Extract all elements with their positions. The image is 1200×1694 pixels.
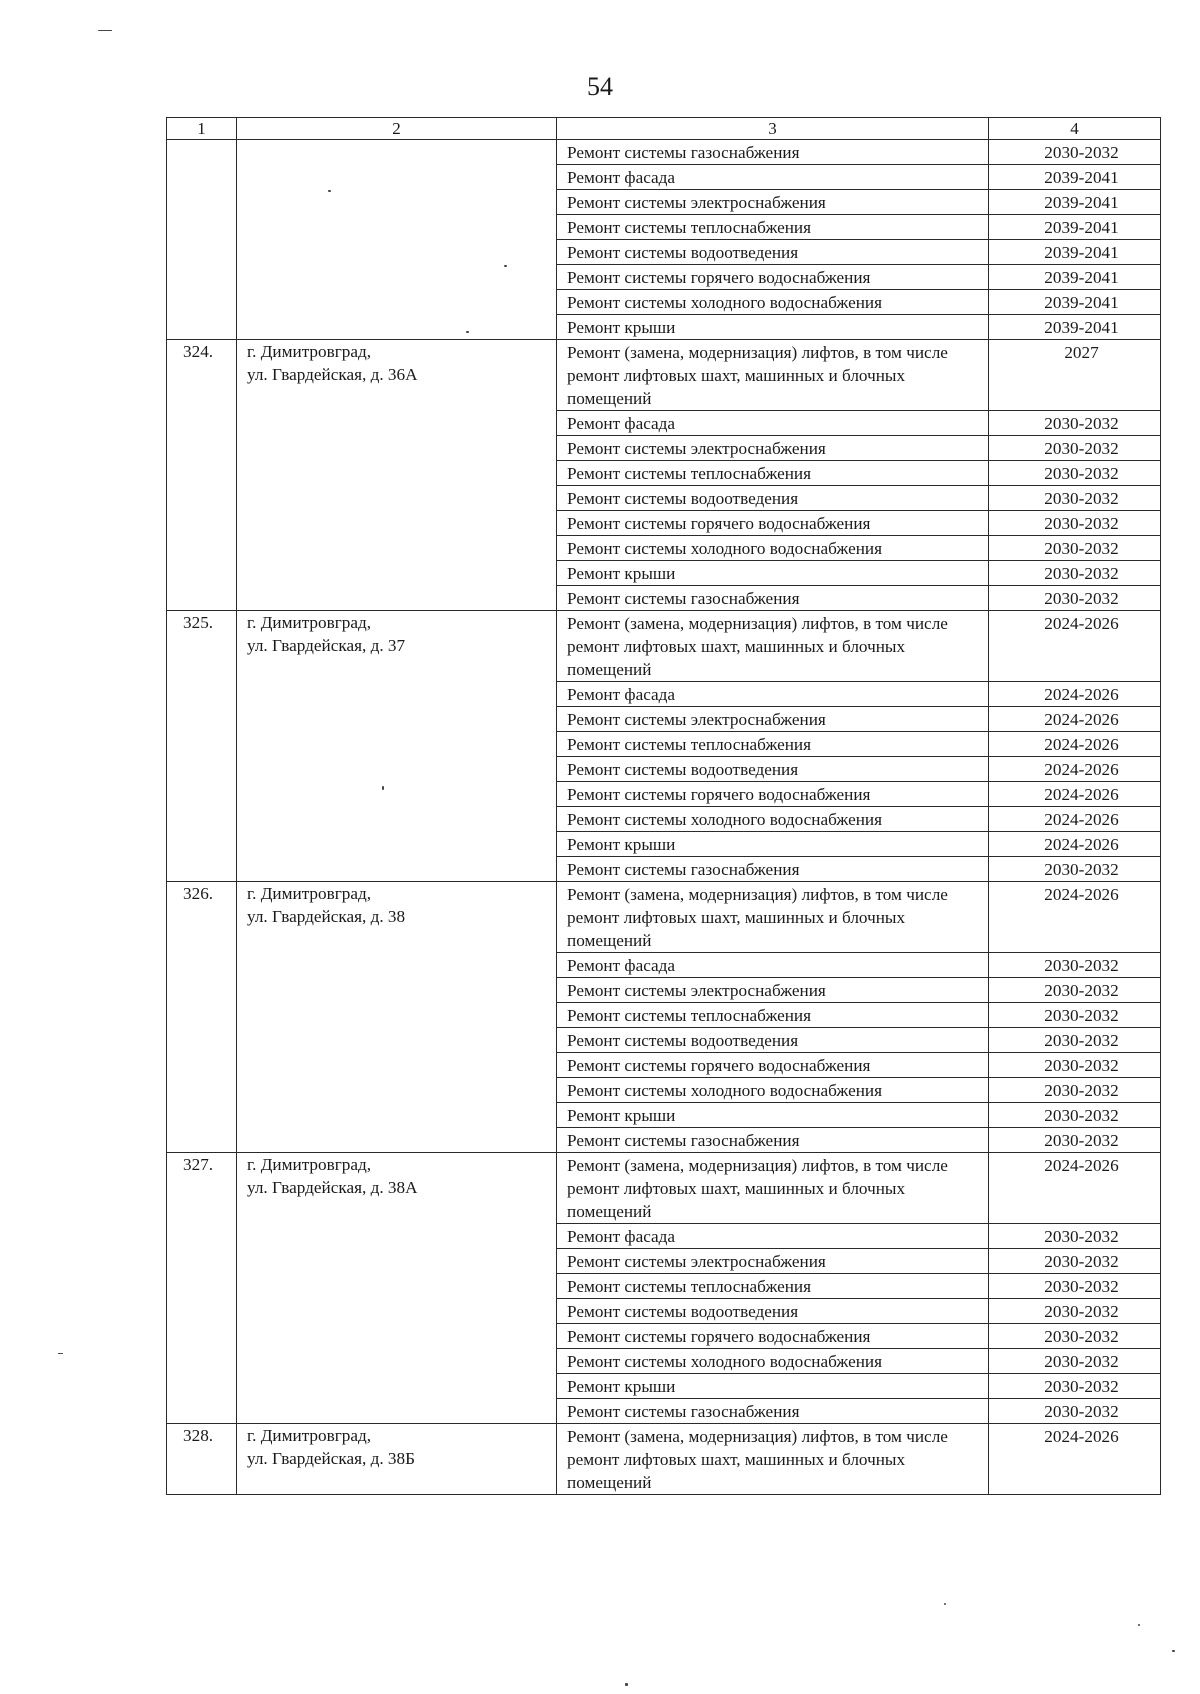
work-cell: Ремонт крыши: [557, 561, 989, 586]
years-cell: 2030-2032: [989, 511, 1161, 536]
years-cell: 2024-2026: [989, 682, 1161, 707]
number-cell: 325.: [167, 611, 237, 882]
work-cell: Ремонт системы холодного водоснабжения: [557, 1349, 989, 1374]
work-cell: Ремонт системы теплоснабжения: [557, 1274, 989, 1299]
table-row: [167, 140, 1161, 165]
work-cell: Ремонт фасада: [557, 682, 989, 707]
number-cell: 326.: [167, 882, 237, 1153]
address-street: ул. Гвардейская, д. 38: [247, 907, 406, 926]
years-cell: 2030-2032: [989, 486, 1161, 511]
years-cell: 2030-2032: [989, 461, 1161, 486]
years-cell: 2030-2032: [989, 436, 1161, 461]
scan-speck: [1172, 1650, 1175, 1652]
work-cell: Ремонт (замена, модернизация) лифтов, в том числе ремонт лифтовых шахт, машинных и блочных помещений: [557, 882, 989, 953]
scan-speck: [328, 190, 331, 192]
work-cell: Ремонт фасада: [557, 953, 989, 978]
work-cell: Ремонт системы теплоснабжения: [557, 215, 989, 240]
work-cell: Ремонт системы горячего водоснабжения: [557, 1053, 989, 1078]
years-cell: 2030-2032: [989, 1324, 1161, 1349]
address-street: ул. Гвардейская, д. 37: [247, 636, 406, 655]
years-cell: 2024-2026: [989, 732, 1161, 757]
work-cell: Ремонт системы водоотведения: [557, 757, 989, 782]
work-cell: Ремонт системы холодного водоснабжения: [557, 290, 989, 315]
work-cell: Ремонт системы электроснабжения: [557, 978, 989, 1003]
years-cell: 2024-2026: [989, 757, 1161, 782]
years-cell: 2039-2041: [989, 290, 1161, 315]
work-cell: Ремонт крыши: [557, 1374, 989, 1399]
number-cell: [167, 140, 237, 340]
years-cell: 2030-2032: [989, 1349, 1161, 1374]
work-cell: Ремонт системы электроснабжения: [557, 1249, 989, 1274]
work-cell: Ремонт системы горячего водоснабжения: [557, 782, 989, 807]
years-cell: 2030-2032: [989, 1028, 1161, 1053]
work-cell: Ремонт фасада: [557, 1224, 989, 1249]
years-cell: 2030-2032: [989, 1103, 1161, 1128]
years-cell: 2024-2026: [989, 611, 1161, 682]
scan-speck: [1138, 1624, 1140, 1626]
scan-speck: [466, 331, 469, 333]
years-cell: 2024-2026: [989, 1153, 1161, 1224]
address-cell: [237, 1153, 557, 1424]
work-cell: Ремонт системы водоотведения: [557, 240, 989, 265]
address-city: г. Димитровград,: [247, 1155, 372, 1174]
scan-speck: [98, 30, 112, 31]
work-cell: Ремонт крыши: [557, 1103, 989, 1128]
years-cell: 2030-2032: [989, 857, 1161, 882]
work-cell: Ремонт системы электроснабжения: [557, 190, 989, 215]
address-cell: [237, 1424, 557, 1495]
work-cell: Ремонт крыши: [557, 832, 989, 857]
address-cell: [237, 611, 557, 882]
years-cell: 2039-2041: [989, 190, 1161, 215]
column-header-4: 4: [989, 118, 1161, 140]
address-city: г. Димитровград,: [247, 1426, 372, 1445]
years-cell: 2030-2032: [989, 1053, 1161, 1078]
years-cell: 2030-2032: [989, 1299, 1161, 1324]
work-cell: Ремонт системы холодного водоснабжения: [557, 1078, 989, 1103]
years-cell: 2030-2032: [989, 1374, 1161, 1399]
years-cell: 2024-2026: [989, 707, 1161, 732]
years-cell: 2030-2032: [989, 1274, 1161, 1299]
years-cell: 2039-2041: [989, 315, 1161, 340]
scan-speck: [625, 1683, 628, 1686]
header-row: [167, 118, 1161, 140]
years-cell: 2030-2032: [989, 1003, 1161, 1028]
table-row: [167, 882, 1161, 953]
years-cell: 2030-2032: [989, 1249, 1161, 1274]
years-cell: 2039-2041: [989, 215, 1161, 240]
work-cell: Ремонт (замена, модернизация) лифтов, в том числе ремонт лифтовых шахт, машинных и блочных помещений: [557, 1424, 989, 1495]
repair-schedule-table: [166, 117, 1161, 1495]
work-cell: Ремонт системы теплоснабжения: [557, 732, 989, 757]
work-cell: Ремонт фасада: [557, 165, 989, 190]
column-header-3: 3: [557, 118, 989, 140]
scan-speck: [382, 786, 384, 790]
address-cell: [237, 340, 557, 611]
work-cell: Ремонт системы газоснабжения: [557, 1128, 989, 1153]
address-street: ул. Гвардейская, д. 38А: [247, 1178, 418, 1197]
work-cell: Ремонт системы теплоснабжения: [557, 1003, 989, 1028]
years-cell: 2030-2032: [989, 1078, 1161, 1103]
work-cell: Ремонт крыши: [557, 315, 989, 340]
number-cell: 328.: [167, 1424, 237, 1495]
years-cell: 2024-2026: [989, 782, 1161, 807]
scan-speck: [944, 1603, 946, 1605]
work-cell: Ремонт системы водоотведения: [557, 1028, 989, 1053]
address-street: ул. Гвардейская, д. 38Б: [247, 1449, 415, 1468]
years-cell: 2024-2026: [989, 882, 1161, 953]
work-cell: Ремонт фасада: [557, 411, 989, 436]
work-cell: Ремонт системы электроснабжения: [557, 707, 989, 732]
years-cell: 2024-2026: [989, 832, 1161, 857]
years-cell: 2024-2026: [989, 807, 1161, 832]
work-cell: Ремонт системы газоснабжения: [557, 857, 989, 882]
table-body: [167, 140, 1161, 1495]
table-row: [167, 340, 1161, 411]
column-header-2: 2: [237, 118, 557, 140]
years-cell: 2030-2032: [989, 978, 1161, 1003]
work-cell: Ремонт системы холодного водоснабжения: [557, 807, 989, 832]
table-row: [167, 1424, 1161, 1495]
years-cell: 2030-2032: [989, 561, 1161, 586]
years-cell: 2039-2041: [989, 265, 1161, 290]
work-cell: Ремонт системы газоснабжения: [557, 586, 989, 611]
address-city: г. Димитровград,: [247, 613, 372, 632]
work-cell: Ремонт (замена, модернизация) лифтов, в том числе ремонт лифтовых шахт, машинных и блочных помещений: [557, 340, 989, 411]
address-city: г. Димитровград,: [247, 884, 372, 903]
years-cell: 2030-2032: [989, 1399, 1161, 1424]
page-number: 54: [587, 72, 613, 101]
years-cell: 2030-2032: [989, 586, 1161, 611]
years-cell: 2030-2032: [989, 140, 1161, 165]
work-cell: Ремонт системы холодного водоснабжения: [557, 536, 989, 561]
address-cell: [237, 882, 557, 1153]
work-cell: Ремонт системы горячего водоснабжения: [557, 265, 989, 290]
years-cell: 2030-2032: [989, 536, 1161, 561]
work-cell: Ремонт системы горячего водоснабжения: [557, 511, 989, 536]
scan-speck: [504, 265, 507, 267]
years-cell: 2039-2041: [989, 240, 1161, 265]
work-cell: Ремонт (замена, модернизация) лифтов, в том числе ремонт лифтовых шахт, машинных и блочных помещений: [557, 1153, 989, 1224]
address-city: г. Димитровград,: [247, 342, 372, 361]
work-cell: Ремонт системы электроснабжения: [557, 436, 989, 461]
years-cell: 2030-2032: [989, 953, 1161, 978]
years-cell: 2039-2041: [989, 165, 1161, 190]
years-cell: 2030-2032: [989, 411, 1161, 436]
address-street: ул. Гвардейская, д. 36А: [247, 365, 418, 384]
years-cell: 2024-2026: [989, 1424, 1161, 1495]
work-cell: Ремонт системы теплоснабжения: [557, 461, 989, 486]
work-cell: Ремонт системы водоотведения: [557, 1299, 989, 1324]
work-cell: Ремонт системы газоснабжения: [557, 140, 989, 165]
years-cell: 2030-2032: [989, 1224, 1161, 1249]
table-row: [167, 611, 1161, 682]
column-header-1: 1: [167, 118, 237, 140]
number-cell: 324.: [167, 340, 237, 611]
years-cell: 2030-2032: [989, 1128, 1161, 1153]
work-cell: Ремонт (замена, модернизация) лифтов, в том числе ремонт лифтовых шахт, машинных и блочных помещений: [557, 611, 989, 682]
table-row: [167, 1153, 1161, 1224]
scan-speck: [58, 1353, 63, 1354]
work-cell: Ремонт системы водоотведения: [557, 486, 989, 511]
number-cell: 327.: [167, 1153, 237, 1424]
work-cell: Ремонт системы газоснабжения: [557, 1399, 989, 1424]
work-cell: Ремонт системы горячего водоснабжения: [557, 1324, 989, 1349]
years-cell: 2027: [989, 340, 1161, 411]
address-cell: [237, 140, 557, 340]
